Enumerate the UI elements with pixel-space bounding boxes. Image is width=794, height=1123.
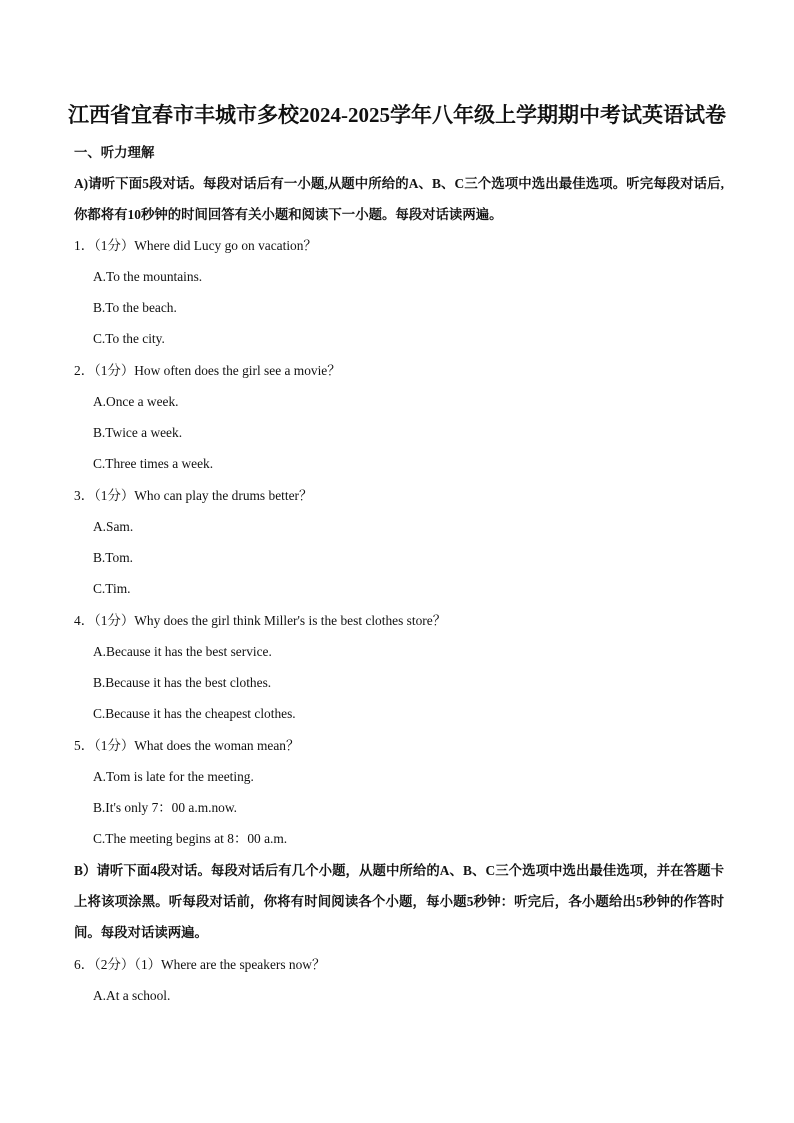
question-5-stem: 5．（1分）What does the woman mean？ [74, 738, 300, 753]
question-2-option-c: C.Three times a week. [93, 456, 214, 471]
question-1-option-b: B.To the beach. [93, 300, 177, 315]
part-b-instructions: B）请听下面4段对话。每段对话后有几个小题，从题中所给的A、B、C三个选项中选出最佳选项，并在答题卡上将该项涂黑。听每段对话前，你将有时间阅读各个小题，每小题5秒钟：听完后，各小题给出5秒钟的作答时间。每段对话读两遍。 [74, 863, 724, 940]
question-3-option-c: C.Tim. [93, 581, 131, 596]
question-1-option-c: C.To the city. [93, 331, 165, 346]
question-3-option-a: A.Sam. [93, 519, 134, 534]
question-5-option-c: C.The meeting begins at 8：00 a.m. [93, 831, 288, 846]
question-2-option-a: A.Once a week. [93, 394, 179, 409]
question-4-option-b: B.Because it has the best clothes. [93, 675, 272, 690]
question-4-option-a: A.Because it has the best service. [93, 644, 272, 659]
question-4-stem: 4．（1分）Why does the girl think Miller's is the best clothes store？ [74, 613, 447, 628]
question-1-option-a: A.To the mountains. [93, 269, 203, 284]
question-1-stem: 1．（1分）Where did Lucy go on vacation？ [74, 238, 317, 253]
question-3-stem: 3．（1分）Who can play the drums better？ [74, 488, 313, 503]
question-4-option-c: C.Because it has the cheapest clothes. [93, 706, 296, 721]
part-a-instructions: A)请听下面5段对话。每段对话后有一小题,从题中所给的A、B、C三个选项中选出最佳选项。听完每段对话后,你都将有10秒钟的时间回答有关小题和阅读下一小题。每段对话读两遍。 [74, 176, 724, 222]
question-5-option-a: A.Tom is late for the meeting. [93, 769, 254, 784]
question-5-option-b: B.It's only 7：00 a.m.now. [93, 800, 238, 815]
question-3-option-b: B.Tom. [93, 550, 133, 565]
question-6-option-a: A.At a school. [93, 988, 171, 1003]
question-6-stem: 6．（2分）（1）Where are the speakers now？ [74, 957, 326, 972]
section-heading: 一、听力理解 [74, 145, 155, 160]
question-2-option-b: B.Twice a week. [93, 425, 183, 440]
page-title: 江西省宜春市丰城市多校2024-2025学年八年级上学期期中考试英语试卷 [68, 103, 726, 127]
question-2-stem: 2．（1分）How often does the girl see a movie？ [74, 363, 341, 378]
